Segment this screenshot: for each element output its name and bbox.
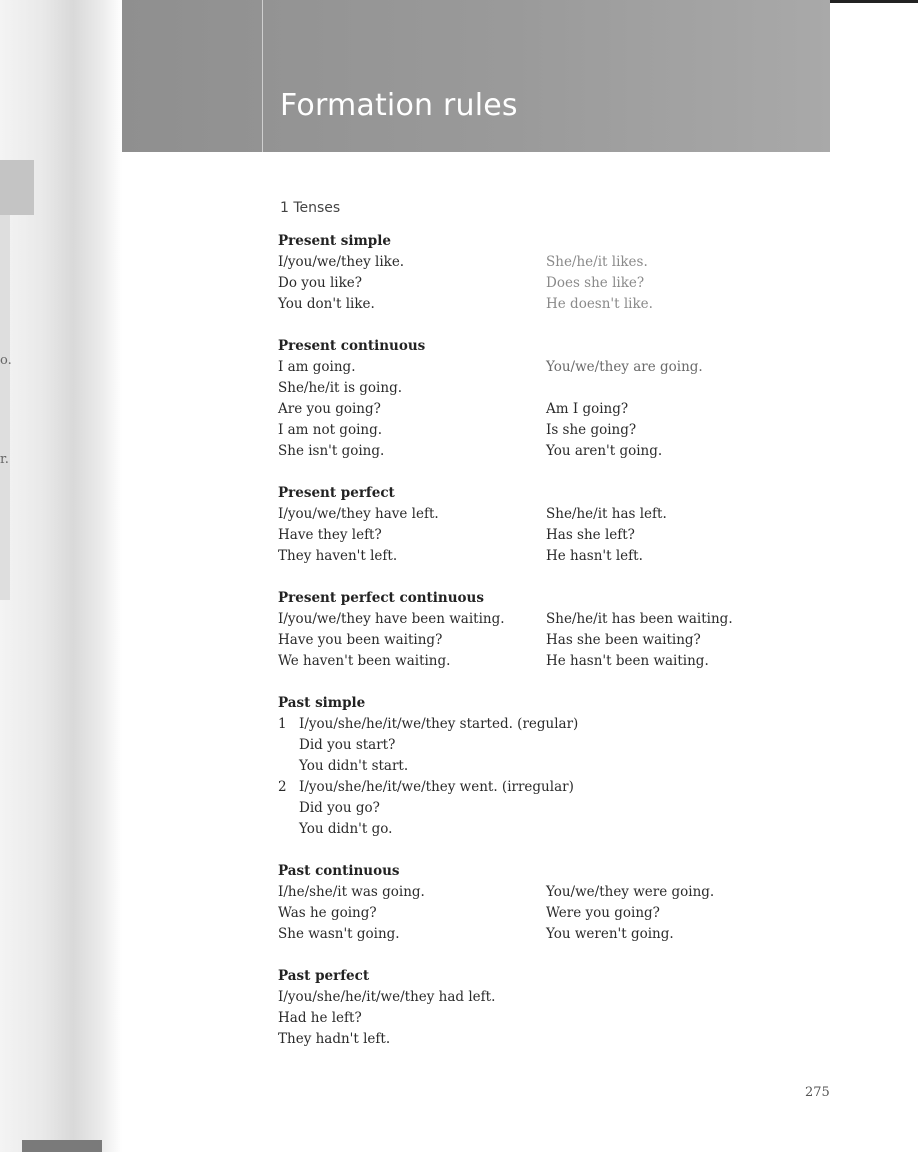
example-left: I/you/we/they have been waiting. — [278, 611, 505, 627]
tense-title: Present perfect continuous — [278, 590, 484, 606]
example-right: He hasn't left. — [546, 548, 643, 564]
example-row — [278, 630, 798, 651]
example-right: Has she been waiting? — [546, 632, 701, 648]
example-row — [278, 1008, 798, 1029]
example-row — [278, 651, 798, 672]
tense-title: Present continuous — [278, 338, 426, 354]
example-left: Was he going? — [278, 905, 377, 921]
example-row — [278, 903, 798, 924]
example-text: Did you go? — [299, 800, 380, 816]
example-row — [278, 378, 798, 399]
example-left: She wasn't going. — [278, 926, 400, 942]
example-row — [278, 882, 798, 903]
example-number: 1 — [278, 716, 287, 732]
example-row — [278, 252, 798, 273]
example-text: I/you/she/he/it/we/they started. (regular) — [299, 716, 579, 732]
example-right: You aren't going. — [546, 443, 663, 459]
example-left: I/he/she/it was going. — [278, 884, 425, 900]
header-divider — [262, 0, 263, 152]
section-heading: 1 Tenses — [280, 200, 341, 216]
example-left: I am going. — [278, 359, 356, 375]
example-text: You didn't start. — [299, 758, 409, 774]
example-row — [278, 357, 798, 378]
example-text: I/you/she/he/it/we/they went. (irregular) — [299, 779, 574, 795]
example-row — [278, 546, 798, 567]
tense-title: Past continuous — [278, 863, 400, 879]
tense-title: Past simple — [278, 695, 366, 711]
example-right: You/we/they are going. — [546, 359, 703, 375]
tense-block-past-simple — [278, 693, 798, 840]
example-row — [278, 1029, 798, 1050]
example-left: I am not going. — [278, 422, 383, 438]
tense-block-present-continuous — [278, 336, 798, 462]
example-right: You weren't going. — [546, 926, 674, 942]
example-left: She isn't going. — [278, 443, 385, 459]
numbered-example — [278, 714, 798, 735]
example-row — [278, 420, 798, 441]
binding-strip — [0, 215, 10, 600]
example-right: She/he/it has left. — [546, 506, 667, 522]
example-row — [278, 924, 798, 945]
example-left: Do you like? — [278, 275, 363, 291]
bottom-edge-bar — [22, 1140, 102, 1152]
page-title: Formation rules — [280, 88, 518, 123]
example-left: I/you/we/they like. — [278, 254, 405, 270]
example-number: 2 — [278, 779, 287, 795]
tense-block-past-continuous — [278, 861, 798, 945]
example-text: Did you start? — [299, 737, 396, 753]
example-row — [278, 294, 798, 315]
top-edge-line — [830, 0, 918, 3]
example-right — [546, 378, 798, 399]
example-right: Is she going? — [546, 422, 637, 438]
example-left: They haven't left. — [278, 548, 398, 564]
example-row — [278, 525, 798, 546]
example-right: He doesn't like. — [546, 296, 653, 312]
example-left: They hadn't left. — [278, 1031, 391, 1047]
tense-block-present-perfect-continuous — [278, 588, 798, 672]
edge-fragment: o. — [0, 353, 12, 368]
example-left: You don't like. — [278, 296, 375, 312]
edge-fragment: r. — [0, 452, 9, 467]
tense-title: Present simple — [278, 233, 391, 249]
example-text: You didn't go. — [299, 821, 393, 837]
example-left: Have they left? — [278, 527, 382, 543]
example-right: She/he/it likes. — [546, 254, 648, 270]
example-left: I/you/we/they have left. — [278, 506, 439, 522]
tense-block-past-perfect — [278, 966, 798, 1050]
tense-block-present-perfect — [278, 483, 798, 567]
tense-title: Present perfect — [278, 485, 395, 501]
header-band — [122, 0, 830, 152]
example-right: You/we/they were going. — [546, 884, 715, 900]
example-row — [278, 441, 798, 462]
tense-block-present-simple — [278, 231, 798, 315]
example-left: Have you been waiting? — [278, 632, 443, 648]
page-number: 275 — [805, 1085, 830, 1100]
tense-title: Past perfect — [278, 968, 370, 984]
example-row — [278, 504, 798, 525]
example-left: I/you/she/he/it/we/they had left. — [278, 989, 496, 1005]
numbered-example — [278, 777, 798, 798]
example-right: Does she like? — [546, 275, 645, 291]
example-left: Had he left? — [278, 1010, 362, 1026]
example-row — [278, 399, 798, 420]
example-left: She/he/it is going. — [278, 380, 402, 396]
example-right: Were you going? — [546, 905, 660, 921]
example-right: She/he/it has been waiting. — [546, 611, 733, 627]
example-row — [278, 273, 798, 294]
example-row — [278, 987, 798, 1008]
example-left: We haven't been waiting. — [278, 653, 451, 669]
binding-tab-mark — [0, 160, 34, 215]
example-right: He hasn't been waiting. — [546, 653, 709, 669]
example-row — [278, 609, 798, 630]
example-right: Am I going? — [546, 401, 629, 417]
example-left: Are you going? — [278, 401, 381, 417]
example-right: Has she left? — [546, 527, 635, 543]
